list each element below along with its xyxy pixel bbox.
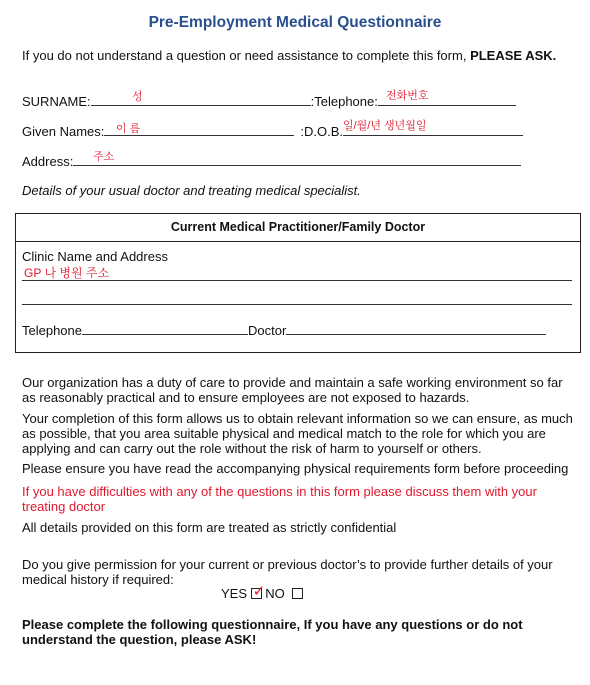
intro-please-ask: PLEASE ASK.: [470, 48, 557, 63]
doctor-intro: Details of your usual doctor and treating medical specialist.: [22, 183, 361, 198]
clinic-line-1[interactable]: [22, 268, 572, 281]
yes-label: YES: [221, 586, 248, 601]
no-label: NO: [265, 586, 285, 601]
final-instruction: Please complete the following questionnaire, If you have any questions or do not understand the question, please ASK!: [22, 617, 523, 647]
permission-paragraph: Do you give permission for your current or previous doctor’s to provide further details of your medical history if required:: [22, 557, 553, 587]
clinic-line-2[interactable]: [22, 292, 572, 305]
surname-field[interactable]: [91, 93, 311, 106]
practitioner-heading: Current Medical Practitioner/Family Doctor: [16, 214, 580, 242]
dob-label: :D.O.B.: [300, 124, 343, 139]
practitioner-telephone-field[interactable]: [82, 322, 248, 335]
duty-paragraph: Our organization has a duty of care to provide and maintain a safe working environment so far as reasonably practical and to ensure employees are not exposed to hazards.: [22, 375, 563, 405]
address-label: Address:: [22, 154, 74, 169]
intro-text: If you do not understand a question or need assistance to complete this form,: [22, 48, 467, 63]
address-field[interactable]: [73, 153, 521, 166]
surname-value: 성: [132, 91, 143, 103]
practitioner-doctor-label: Doctor: [248, 323, 287, 338]
intro-line: [22, 48, 556, 63]
surname-label: SURNAME:: [22, 94, 91, 109]
dob-value: 일/월/년 생년월일: [343, 120, 427, 132]
practitioner-doctor-field[interactable]: [286, 322, 546, 335]
difficulties-paragraph: If you have difficulties with any of the questions in this form please discuss them with your treating doctor: [22, 484, 537, 514]
practitioner-phone-row: [22, 322, 546, 338]
check-mark-icon: ✓: [252, 583, 266, 600]
no-checkbox[interactable]: [292, 588, 303, 599]
telephone-value: 전화번호: [386, 90, 429, 102]
clinic-line-1-row: [22, 268, 572, 284]
completion-paragraph: Your completion of this form allows us to obtain relevant information so we can ensure, as much as possible, that you area suitable physical and medical match to the role for which you are applying and can carry out the role without the risk of harm to yourself or others.: [22, 411, 573, 456]
given-names-value: 이 름: [116, 123, 141, 135]
confidential-paragraph: All details provided on this form are treated as strictly confidential: [22, 520, 397, 535]
ensure-paragraph: Please ensure you have read the accompanying physical requirements form before proceeding: [22, 461, 569, 476]
given-names-label: Given Names:: [22, 124, 105, 139]
clinic-label: Clinic Name and Address: [22, 249, 168, 264]
consent-row: [221, 583, 303, 601]
surname-row: [22, 93, 516, 109]
practitioner-telephone-label: Telephone: [22, 323, 82, 338]
yes-checkbox[interactable]: [251, 583, 266, 600]
address-value: 주소: [93, 151, 115, 163]
telephone-label: :Telephone:: [310, 94, 378, 109]
form-title: Pre-Employment Medical Questionnaire: [148, 14, 442, 31]
given-names-row: [22, 123, 523, 139]
clinic-line-2-row: [22, 292, 572, 308]
clinic-value: GP 나 병원 주소: [24, 266, 110, 280]
